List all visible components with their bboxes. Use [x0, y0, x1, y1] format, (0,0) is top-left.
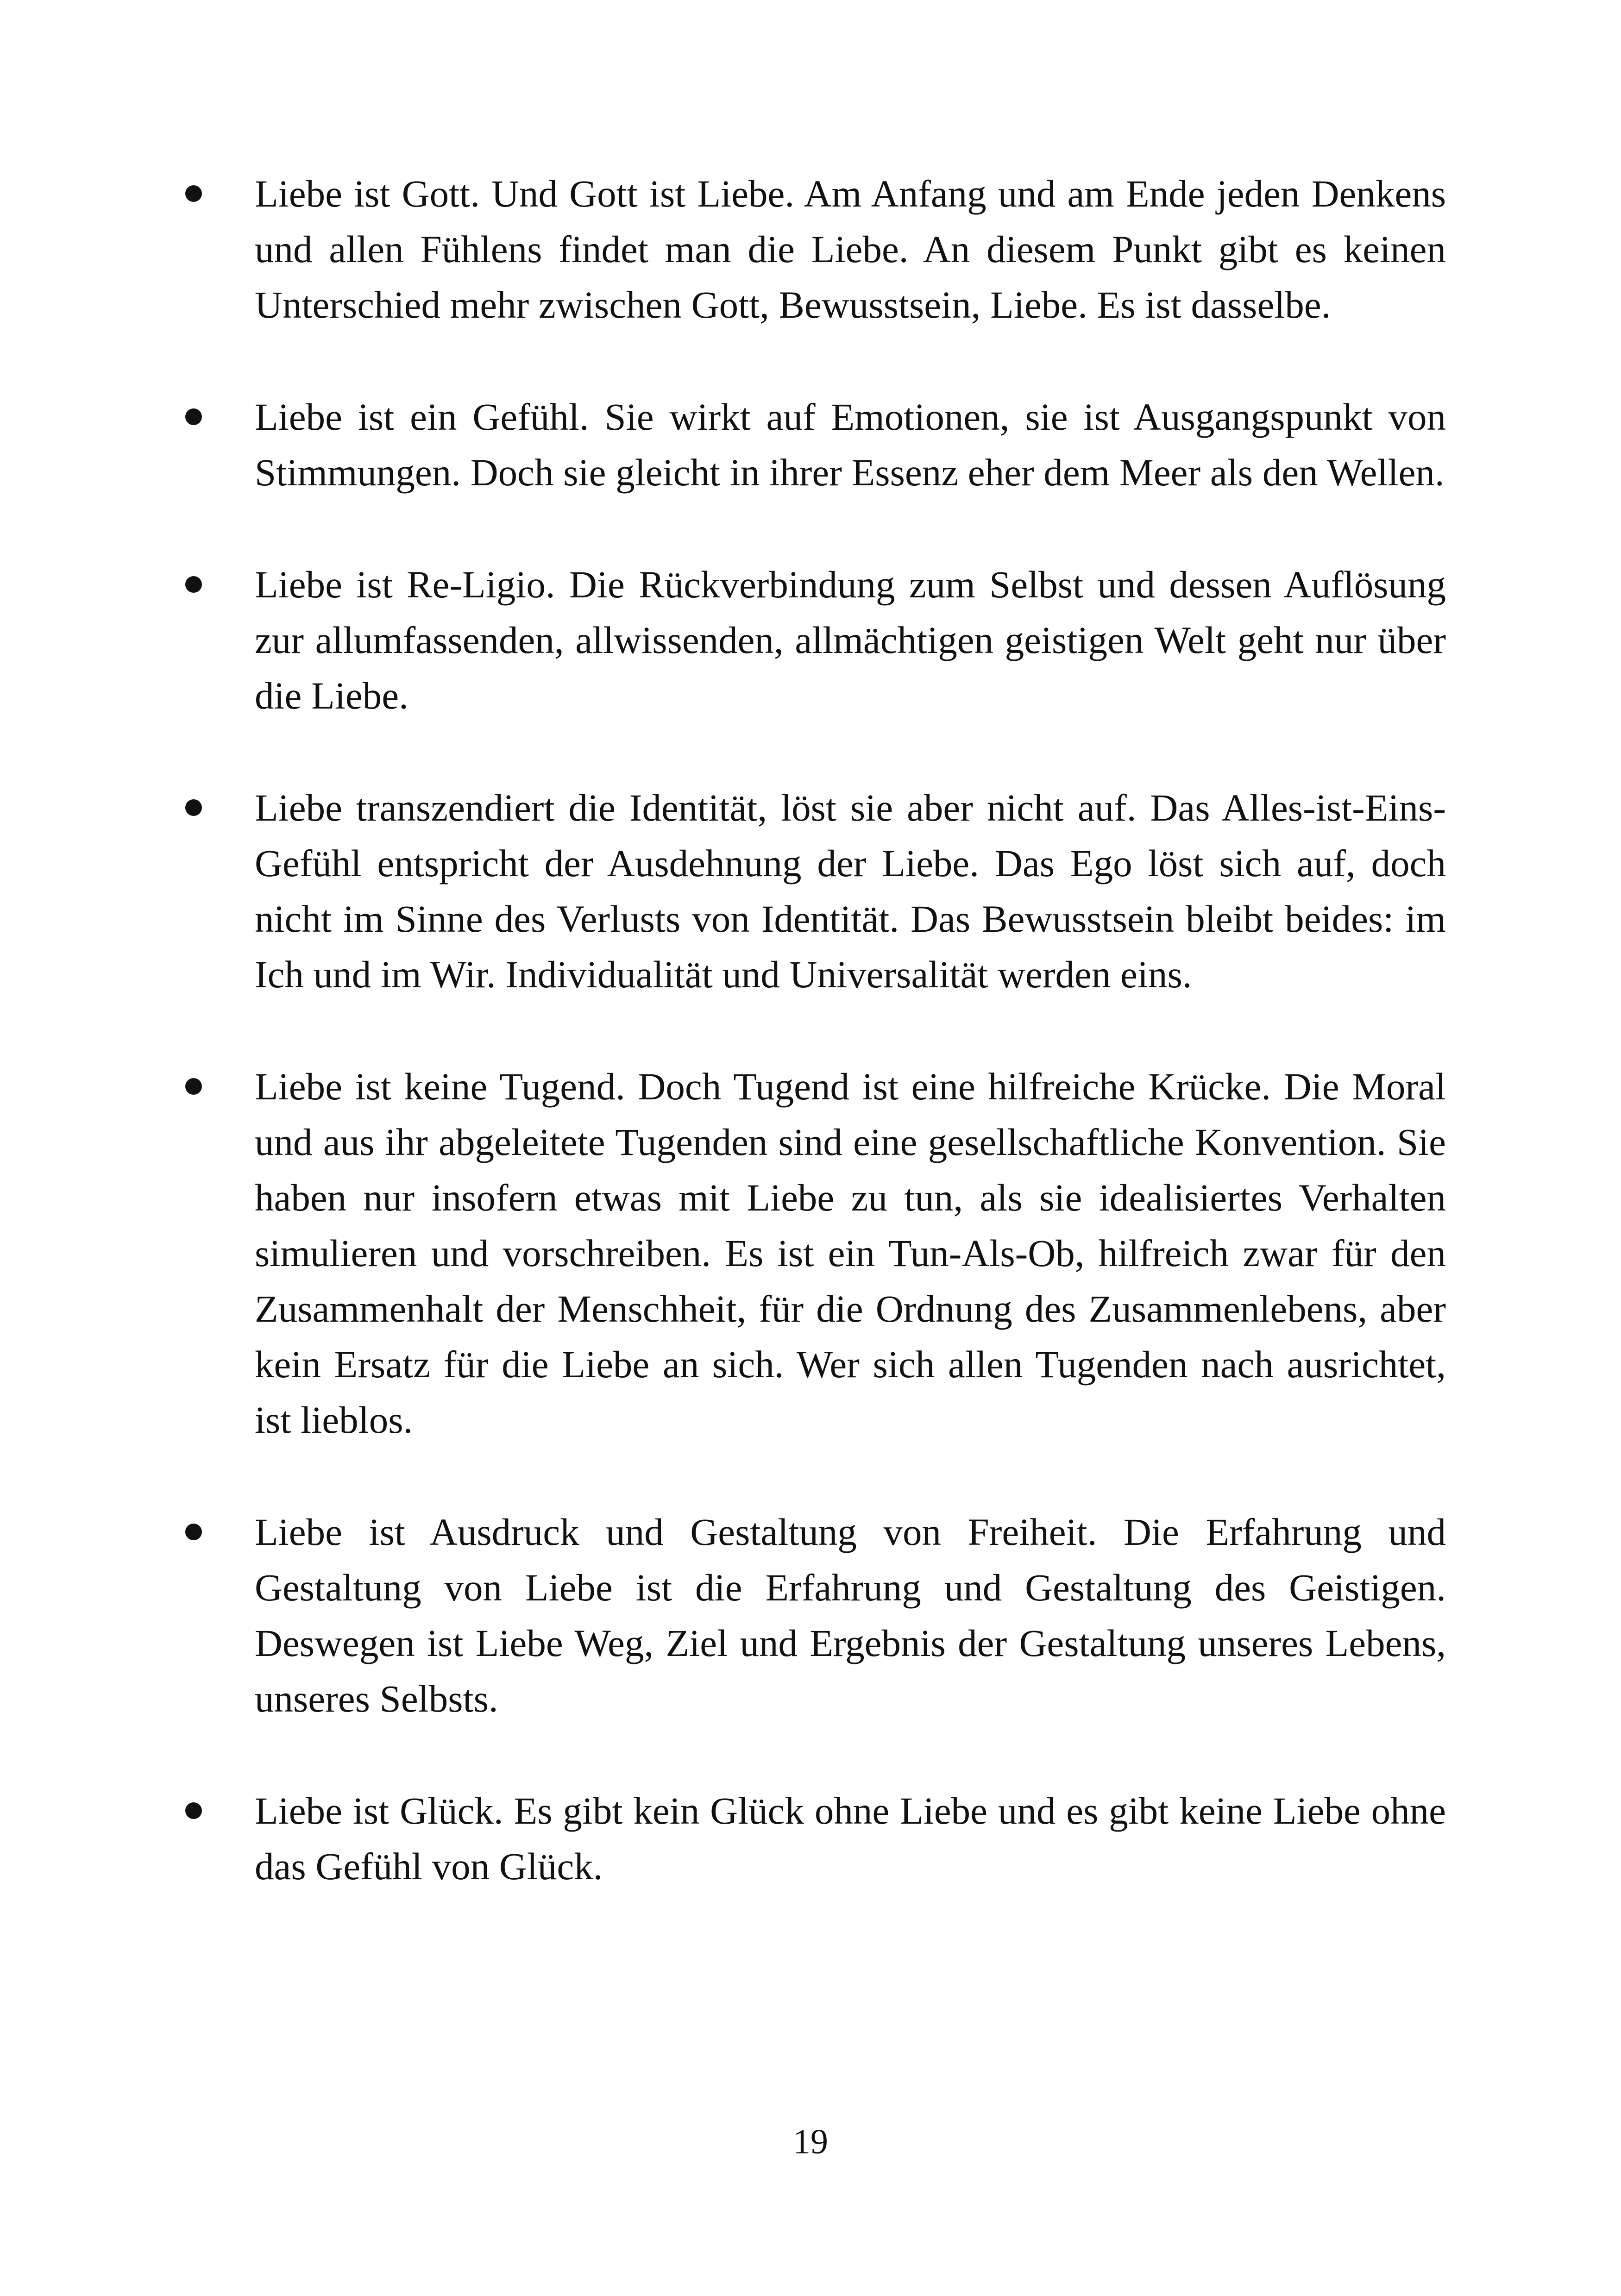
list-item: [185, 389, 1446, 500]
bullet-dot-icon: [185, 408, 202, 425]
list-item: [185, 1504, 1446, 1726]
bullet-dot-icon: [185, 1524, 202, 1540]
bullet-dot-icon: [185, 799, 202, 816]
page-number: 19: [793, 2122, 828, 2161]
bullet-dot-icon: [185, 1802, 202, 1819]
list-item: [185, 557, 1446, 723]
list-item-text: Liebe ist Re-Ligio. Die Rückverbindung zum Selbst und dessen Auflösung zur allumfassenden, allwissenden, allmächtigen geistigen Welt geht nur über die Liebe.: [255, 563, 1446, 717]
list-item-text: Liebe ist Gott. Und Gott ist Liebe. Am Anfang und am Ende jeden Denkens und allen Fühlens findet man die Liebe. An diesem Punkt gibt es keinen Unterschied mehr zwischen Gott, Bewusstsein, Liebe. Es ist dasselbe.: [255, 172, 1446, 326]
list-item-text: Liebe ist Glück. Es gibt kein Glück ohne Liebe und es gibt keine Liebe ohne das Gefühl von Glück.: [255, 1789, 1446, 1888]
bullet-dot-icon: [185, 185, 202, 202]
bullet-list: [185, 166, 1446, 1894]
list-item: [185, 1783, 1446, 1894]
list-item: [185, 166, 1446, 332]
list-item-text: Liebe ist Ausdruck und Gestaltung von Freiheit. Die Erfahrung und Gestaltung von Liebe ist die Erfahrung und Gestaltung des Geistigen. Deswegen ist Liebe Weg, Ziel und Ergebnis der Gestaltung unseres Lebens, unseres Selbsts.: [255, 1511, 1446, 1720]
list-item-text: Liebe ist ein Gefühl. Sie wirkt auf Emotionen, sie ist Ausgangspunkt von Stimmungen. Doch sie gleicht in ihrer Essenz eher dem Meer als den Wellen.: [255, 395, 1446, 494]
bullet-dot-icon: [185, 1078, 202, 1095]
list-item: [185, 1059, 1446, 1448]
list-item: [185, 780, 1446, 1002]
list-item-text: Liebe ist keine Tugend. Doch Tugend ist eine hilfreiche Krücke. Die Moral und aus ihr abgeleitete Tugenden sind eine gesellschaftliche Konvention. Sie haben nur insofern etwas mit Liebe zu tun, als sie idealisiertes Verhalten simulieren und vorschreiben. Es ist ein Tun-Als-Ob, hilfreich zwar für den Zusammenhalt der Menschheit, für die Ordnung des Zusammenlebens, aber kein Ersatz für die Liebe an sich. Wer sich allen Tugenden nach ausrichtet, ist lieblos.: [255, 1065, 1446, 1441]
bullet-dot-icon: [185, 576, 202, 593]
list-item-text: Liebe transzendiert die Identität, löst sie aber nicht auf. Das Alles-ist-Eins-Gefühl entspricht der Ausdehnung der Liebe. Das Ego löst sich auf, doch nicht im Sinne des Verlusts von Identität. Das Bewusstsein bleibt beides: im Ich und im Wir. Individualität und Universalität werden eins.: [255, 786, 1446, 996]
